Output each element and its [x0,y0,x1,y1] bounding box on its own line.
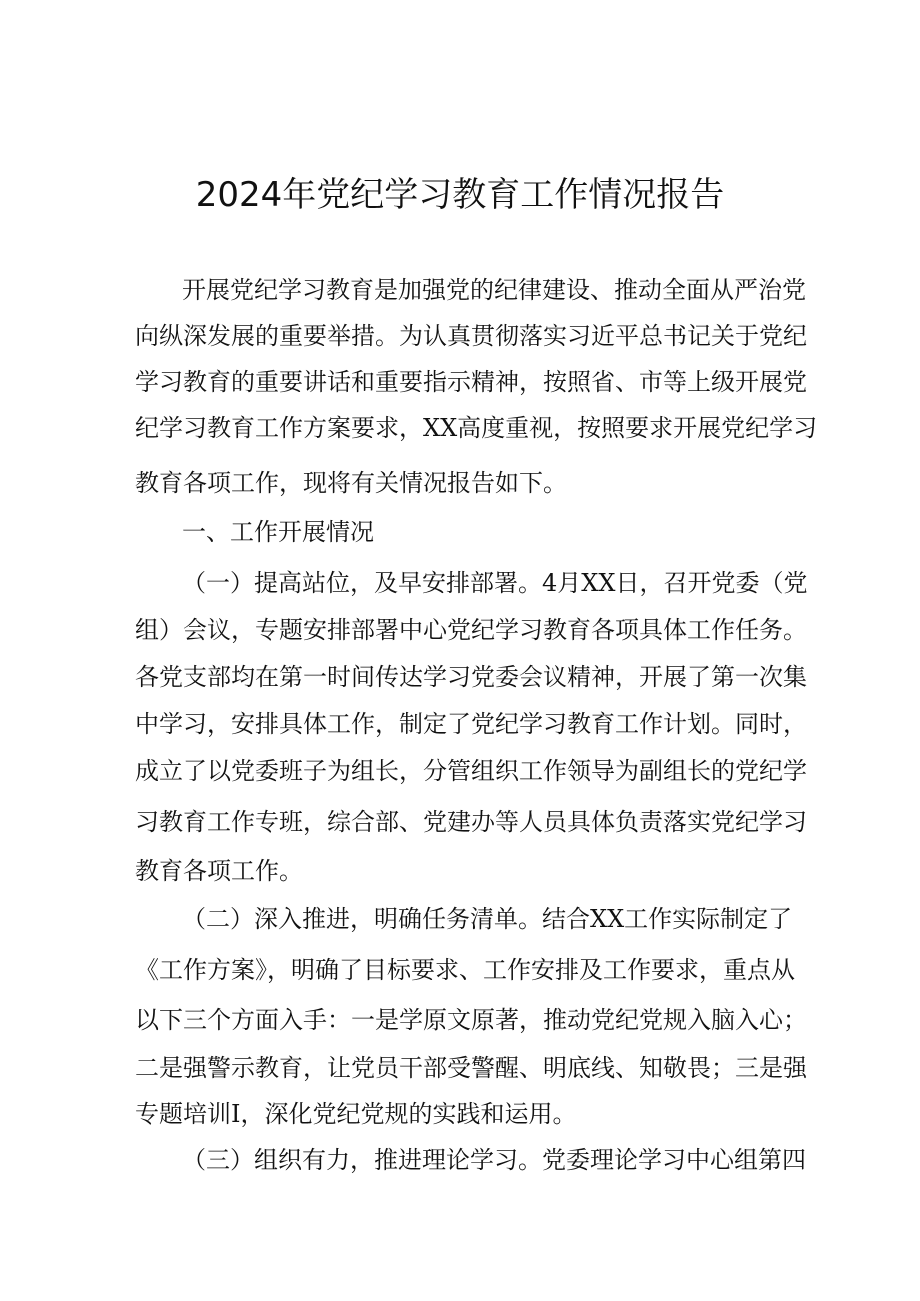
intro-line: 向纵深发展的重要举措。为认真贯彻落实习近平总书记关于党纪 [135,322,807,350]
item2-line: 专题培训I，深化党纪党规的实践和运用。 [135,1100,577,1128]
item1-line: （一）提高站位，及早安排部署。4月XX日，召开党委（党 [182,569,808,597]
section-heading: 一、工作开展情况 [182,518,374,546]
item1-line: 中学习，安排具体工作，制定了党纪学习教育工作计划。同时， [135,710,807,738]
item3-line: （三）组织有力，推进理论学习。党委理论学习中心组第四 [182,1146,806,1174]
item2-line: 二是强警示教育，让党员干部受警醒、明底线、知敬畏；三是强 [135,1054,807,1082]
item1-line: 成立了以党委班子为组长，分管组织工作领导为副组长的党纪学 [135,757,807,785]
item1-line: 教育各项工作。 [135,857,303,885]
item2-line: 《工作方案》，明确了目标要求、工作安排及工作要求，重点从 [135,956,795,984]
intro-line: 学习教育的重要讲话和重要指示精神，按照省、市等上级开展党 [135,368,807,396]
item2-line: （二）深入推进，明确任务清单。结合XX工作实际制定了 [182,905,793,933]
item2-line: 以下三个方面入手：一是学原文原著，推动党纪党规入脑入心； [135,1006,807,1034]
intro-line: 纪学习教育工作方案要求，XX高度重视，按照要求开展党纪学习 [135,414,818,442]
intro-line: 教育各项工作，现将有关情况报告如下。 [135,469,567,497]
intro-line: 开展党纪学习教育是加强党的纪律建设、推动全面从严治党 [182,276,806,304]
document-title: 2024年党纪学习教育工作情况报告 [195,175,725,215]
item1-line: 各党支部均在第一时间传达学习党委会议精神，开展了第一次集 [135,663,807,691]
item1-line: 组）会议，专题安排部署中心党纪学习教育各项具体工作任务。 [135,616,807,644]
item1-line: 习教育工作专班，综合部、党建办等人员具体负责落实党纪学习 [135,808,807,836]
